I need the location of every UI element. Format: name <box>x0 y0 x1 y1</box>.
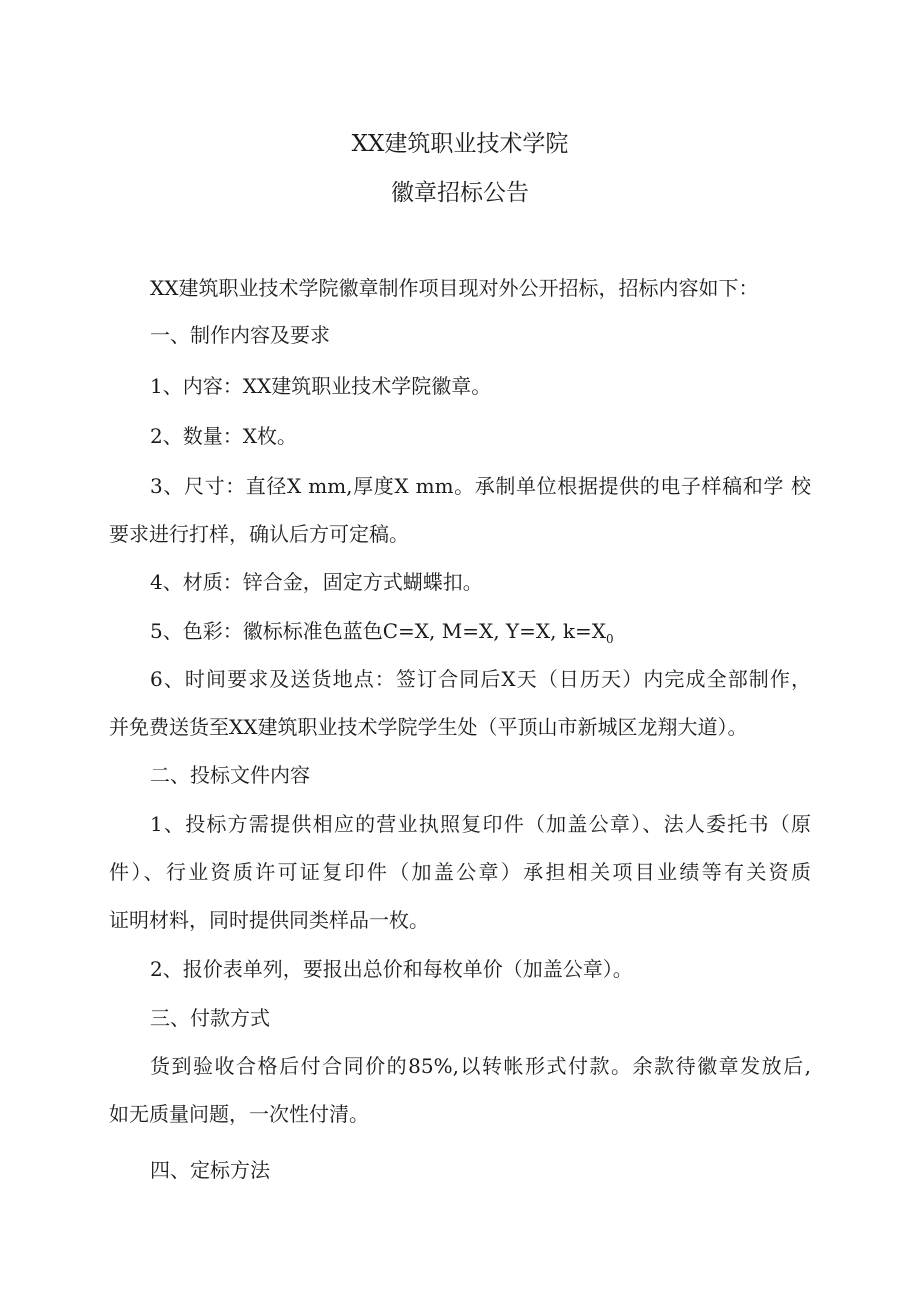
section1-item5-subscript: 0 <box>605 632 614 646</box>
intro-paragraph: XX建筑职业技术学院徽章制作项目现对外公开招标，招标内容如下： <box>150 276 759 300</box>
section2-item1-line2: 件）、行业资质许可证复印件（加盖公章）承担相关项目业绩等有关资质 <box>109 860 811 884</box>
section2-item2: 2、报价表单列，要报出总价和每枚单价（加盖公章）。 <box>150 957 633 981</box>
section1-item3-line2: 要求进行打样，确认后方可定稿。 <box>109 522 409 546</box>
section1-heading: 一、制作内容及要求 <box>150 323 330 347</box>
section1-item6-line1: 6、时间要求及送货地点：签订合同后X天（日历天）内完成全部制作， <box>150 667 811 691</box>
section1-item5-text: 5、色彩：徽标标准色蓝色C=X, M=X, Y=X, k=X <box>150 619 606 643</box>
section2-item1-line1: 1、投标方需提供相应的营业执照复印件（加盖公章）、法人委托书（原 <box>150 812 811 836</box>
section3-text-line1: 货到验收合格后付合同价的85%,以转帐形式付款。余款待徽章发放后, <box>150 1054 811 1078</box>
section3-text-line2: 如无质量问题，一次性付清。 <box>109 1102 369 1126</box>
document-title: XX建筑职业技术学院 <box>351 131 569 157</box>
document-subtitle: 徽章招标公告 <box>391 180 529 206</box>
section2-item1-line3: 证明材料，同时提供同类样品一枚。 <box>109 908 429 932</box>
section1-item4: 4、材质：锌合金，固定方式蝴蝶扣。 <box>150 570 483 594</box>
section1-item2: 2、数量：X枚。 <box>150 424 297 448</box>
section1-item3-line1: 3、尺寸：直径X mm,厚度X mm。承制单位根据提供的电子样稿和学 校 <box>150 474 811 498</box>
section1-item5 <box>150 617 614 653</box>
section1-item6-line2: 并免费送货至XX建筑职业技术学院学生处（平顶山市新城区龙翔大道）。 <box>109 715 748 739</box>
section4-heading: 四、定标方法 <box>150 1158 270 1182</box>
section2-heading: 二、投标文件内容 <box>150 763 310 787</box>
section1-item1: 1、内容：XX建筑职业技术学院徽章。 <box>150 374 492 398</box>
section3-heading: 三、付款方式 <box>150 1006 270 1030</box>
